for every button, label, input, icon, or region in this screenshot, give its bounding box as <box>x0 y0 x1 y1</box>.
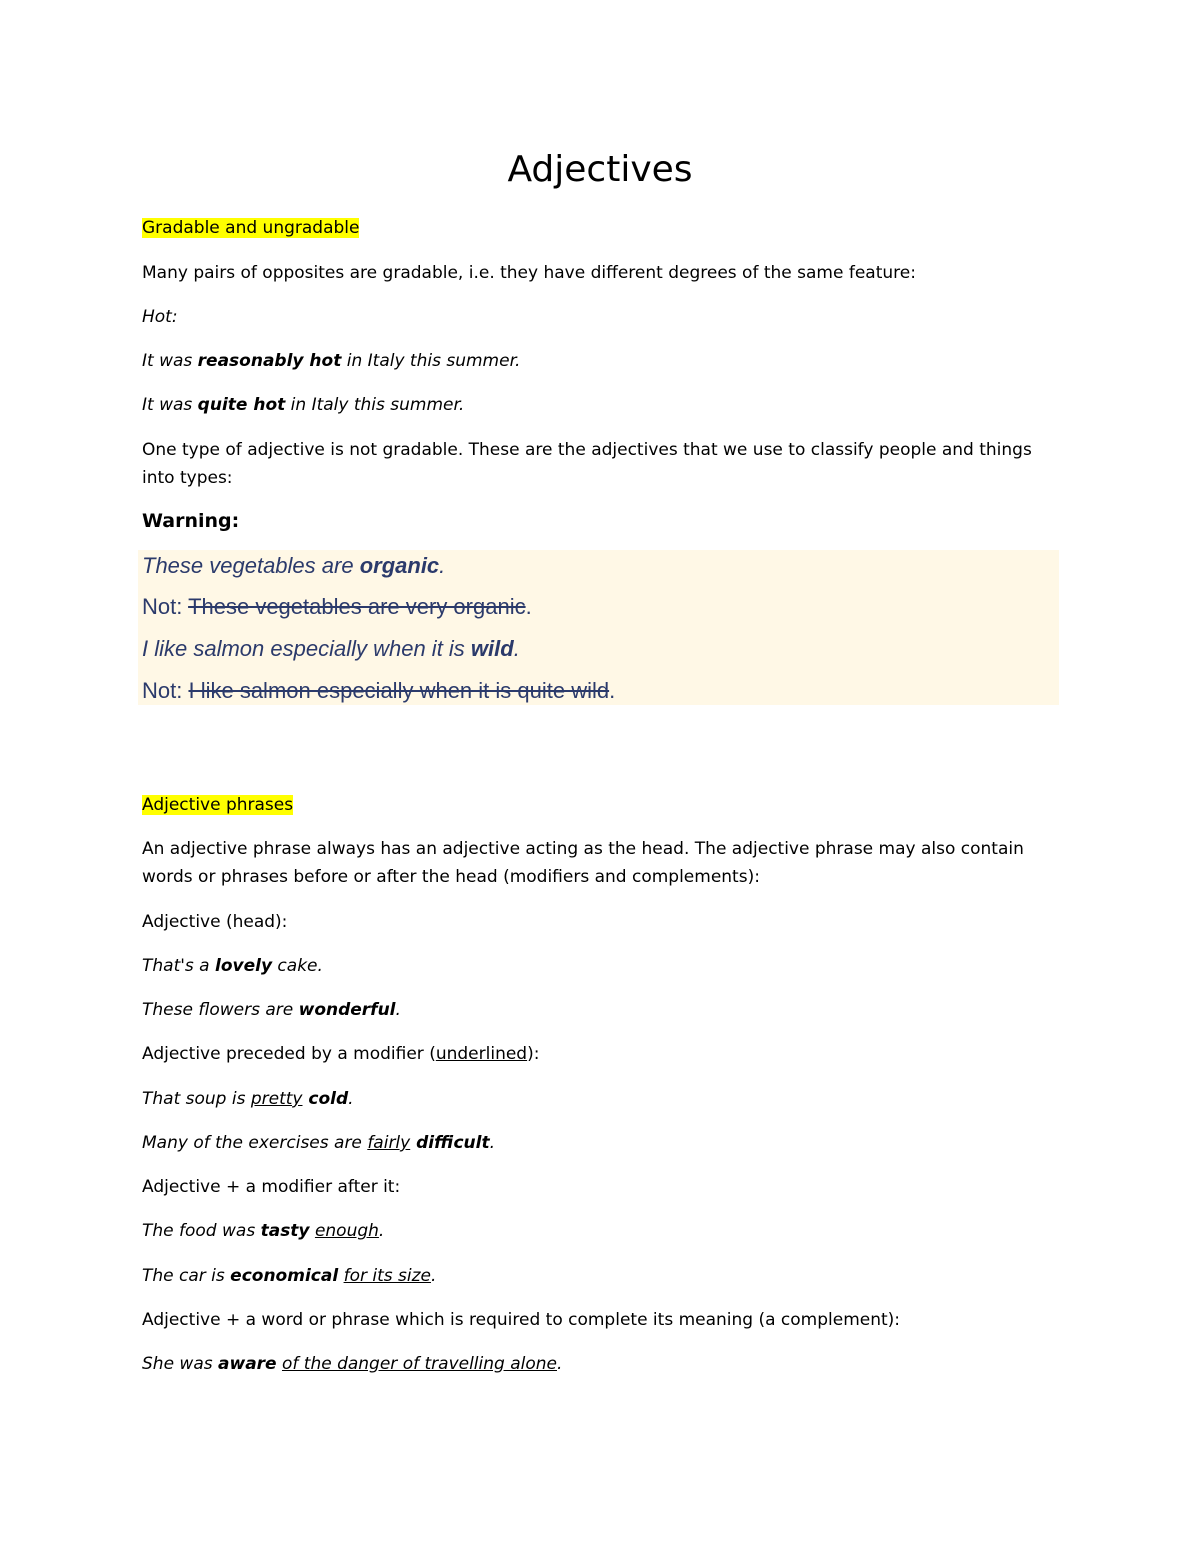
paragraph-phrases-line1: An adjective phrase always has an adjective acting as the head. The adjective phrase may also contain <box>142 839 1024 859</box>
example-tasty-enough: The food was tasty enough. <box>142 1221 385 1241</box>
warning-example-wild: I like salmon especially when it is wild. <box>142 636 520 661</box>
warning-box <box>138 550 1059 705</box>
warning-heading: Warning: <box>142 510 240 532</box>
example-fairly-difficult: Many of the exercises are fairly difficult. <box>142 1133 496 1153</box>
intro-text: Many pairs of opposites are gradable, i.e. they have different degrees of the same feature: <box>142 263 916 283</box>
complement-label: Adjective + a word or phrase which is required to complete its meaning (a complement): <box>142 1310 901 1330</box>
warning-example-organic: These vegetables are organic. <box>142 553 446 578</box>
example-aware: She was aware of the danger of travelling alone. <box>142 1354 563 1374</box>
head-label: Adjective (head): <box>142 912 288 932</box>
paragraph-phrases-line2: words or phrases before or after the head (modifiers and complements): <box>142 867 760 887</box>
example-quite-hot: It was quite hot in Italy this summer. <box>142 395 465 415</box>
example-pretty-cold: That soup is pretty cold. <box>142 1089 354 1109</box>
paragraph-not-gradable-line1: One type of adjective is not gradable. These are the adjectives that we use to classify people and things <box>142 440 1032 460</box>
warning-wrong-wild: Not: I like salmon especially when it is quite wild. <box>142 678 616 703</box>
section-heading-adjective-phrases: Adjective phrases <box>142 795 294 815</box>
example-wonderful: These flowers are wonderful. <box>142 1000 401 1020</box>
modifier-after-label: Adjective + a modifier after it: <box>142 1177 401 1197</box>
warning-wrong-organic: Not: These vegetables are very organic. <box>142 594 532 619</box>
paragraph-not-gradable-line2: into types: <box>142 468 233 488</box>
page-title: Adjectives <box>507 149 693 190</box>
example-economical: The car is economical for its size. <box>142 1266 437 1286</box>
section-heading-gradable: Gradable and ungradable <box>142 218 360 238</box>
example-reasonably-hot: It was reasonably hot in Italy this summer. <box>142 351 521 371</box>
hot-label: Hot: <box>142 307 178 327</box>
modifier-label: Adjective preceded by a modifier (underlined): <box>142 1044 540 1064</box>
example-lovely: That's a lovely cake. <box>142 956 323 976</box>
